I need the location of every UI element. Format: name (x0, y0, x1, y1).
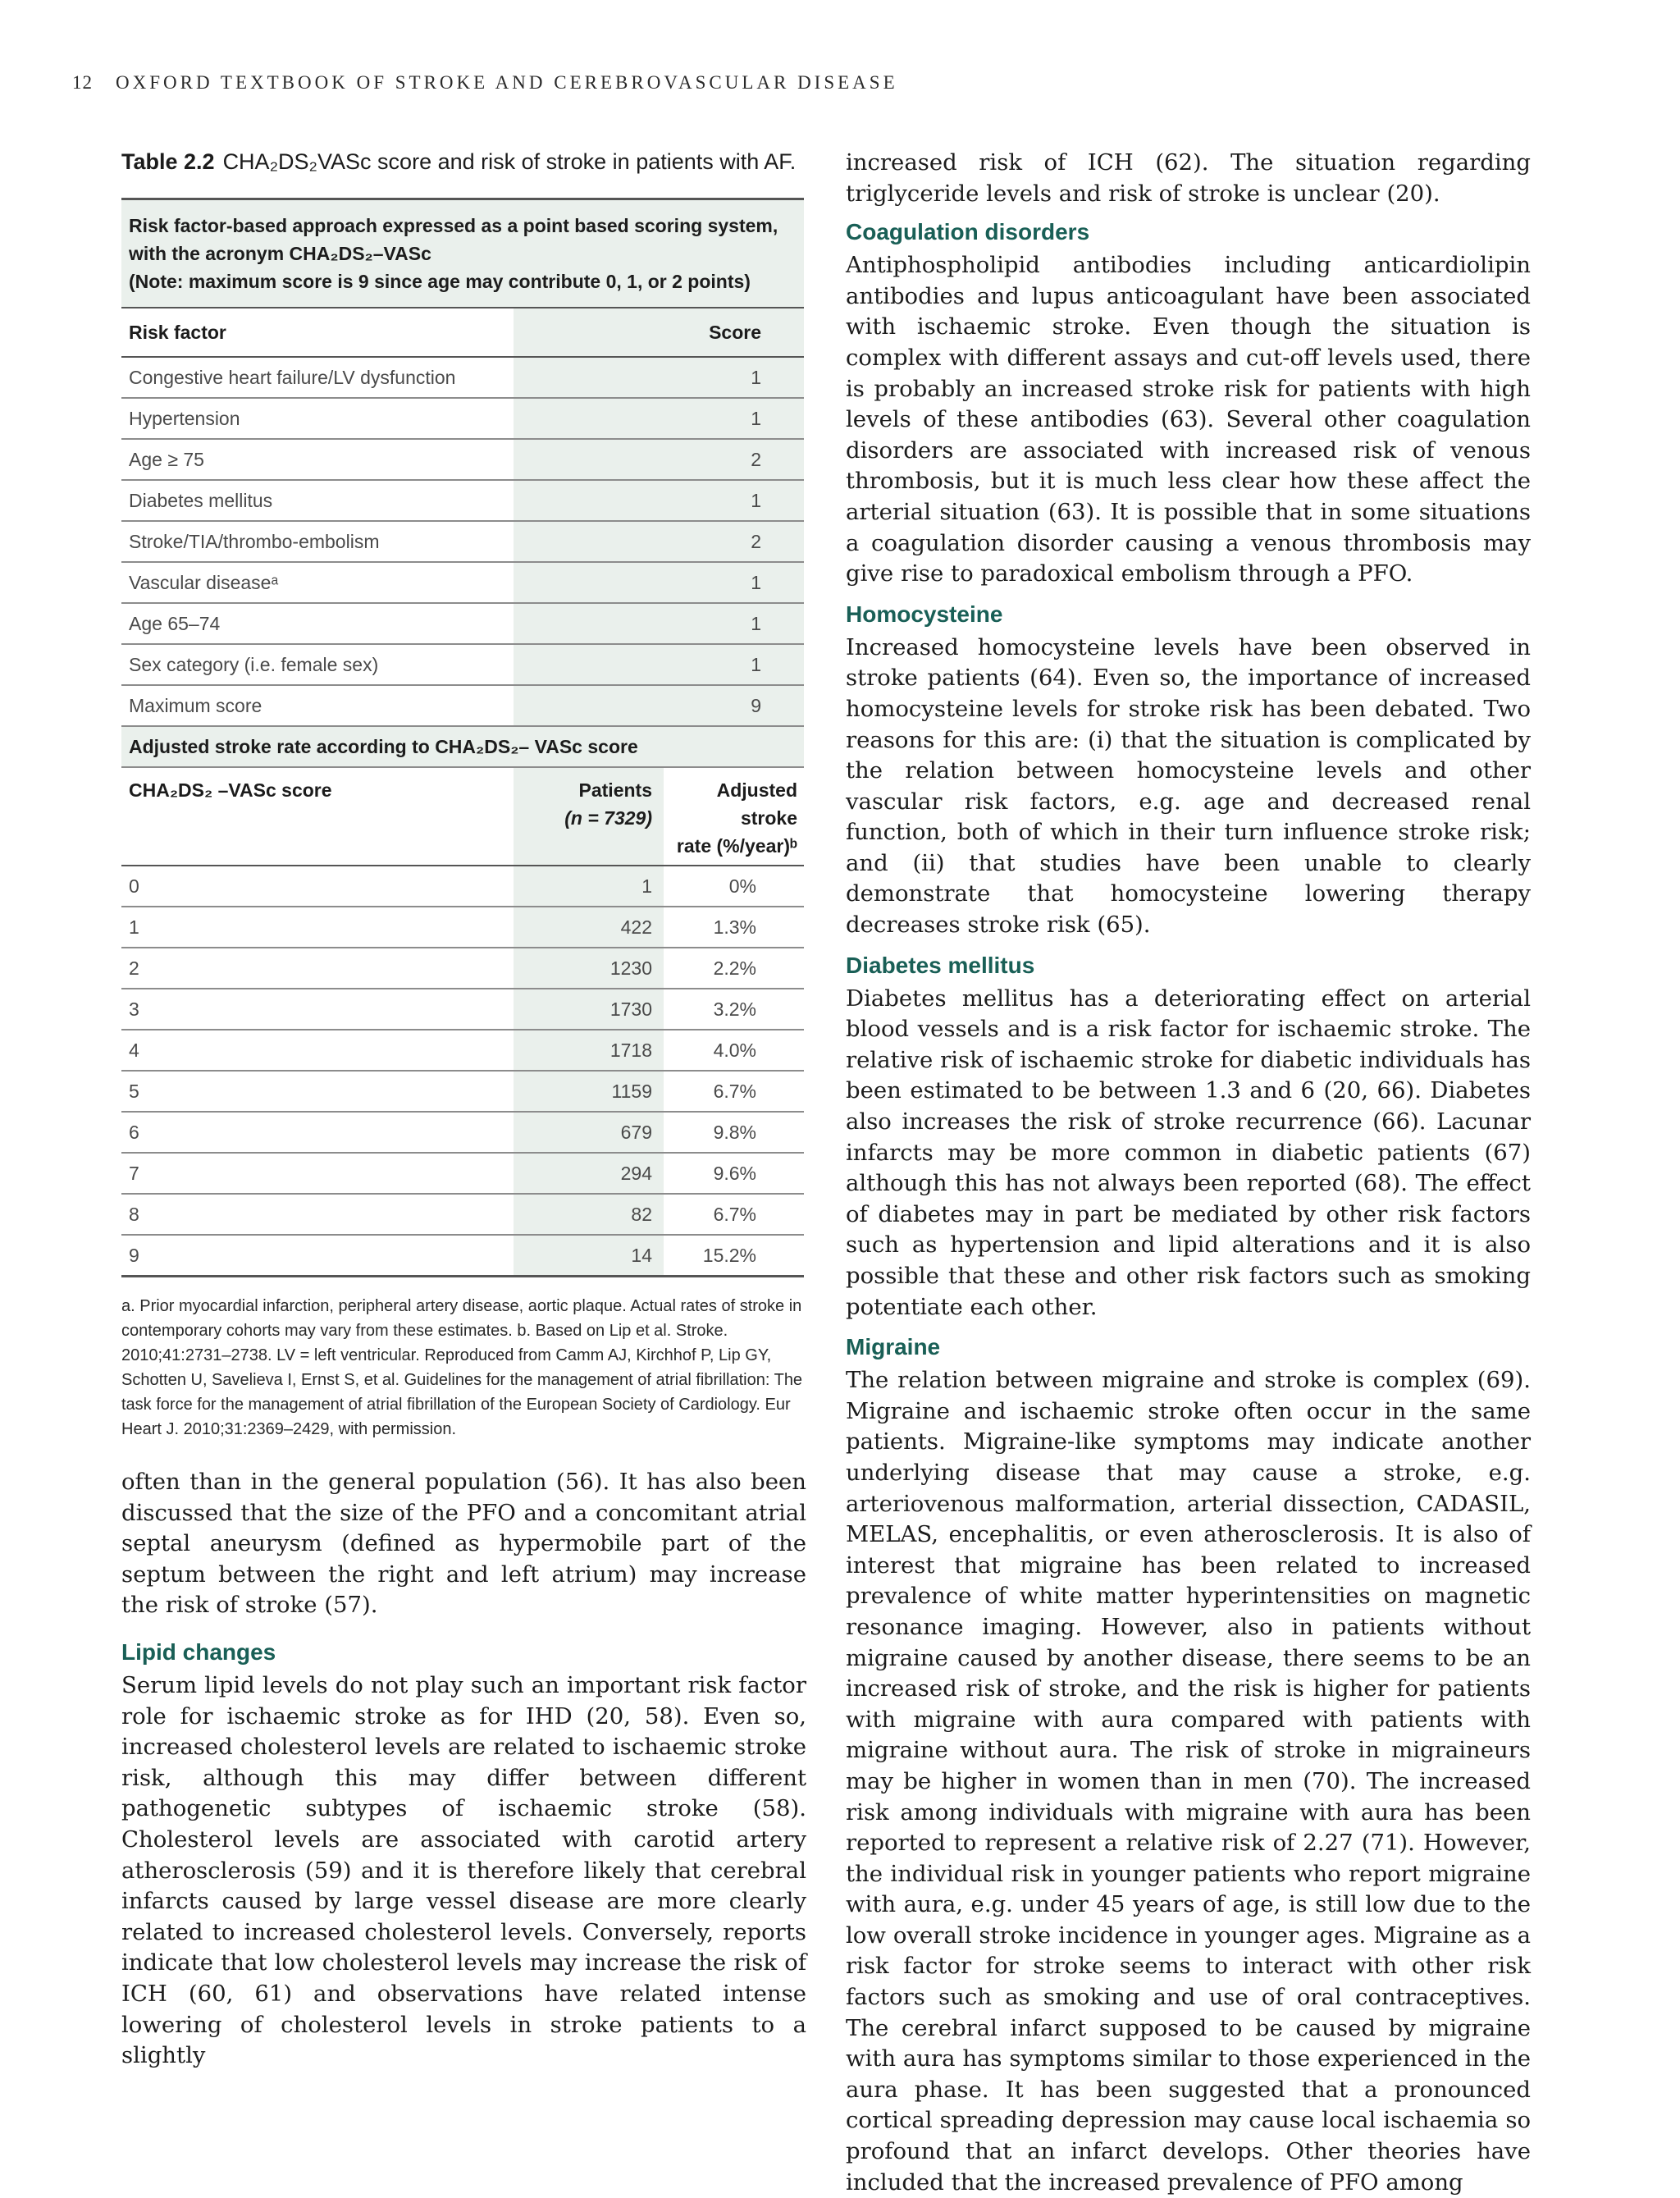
risk-factor-cell: Sex category (i.e. female sex) (121, 644, 514, 685)
rate-cell: 2.2% (664, 948, 804, 989)
patients-header-l2: (n = 7329) (564, 807, 652, 829)
risk-row (121, 439, 804, 480)
heading-diabetes-mellitus: Diabetes mellitus (846, 952, 1035, 978)
rate-score-cell: 5 (121, 1071, 514, 1112)
rate-row (121, 989, 804, 1030)
heading-lipid-changes: Lipid changes (121, 1638, 276, 1665)
table-2-2 (121, 149, 804, 1442)
rate-score-cell: 2 (121, 948, 514, 989)
heading-homocysteine: Homocysteine (846, 601, 1003, 627)
patients-cell: 1159 (514, 1071, 664, 1112)
patients-cell: 82 (514, 1194, 664, 1235)
intro-line: with the acronym CHA₂DS₂–VASc (129, 243, 431, 264)
risk-row (121, 480, 804, 521)
patients-cell: 1718 (514, 1030, 664, 1071)
risk-score-cell: 1 (514, 398, 804, 439)
rate-row (121, 1071, 804, 1112)
rate-row (121, 1112, 804, 1153)
risk-row (121, 521, 804, 562)
risk-score-cell: 1 (514, 480, 804, 521)
risk-factor-header: Risk factor (121, 308, 514, 357)
risk-factor-cell: Age 65–74 (121, 603, 514, 644)
rate-cell: 3.2% (664, 989, 804, 1030)
rate-score-cell: 6 (121, 1112, 514, 1153)
rate-row (121, 948, 804, 989)
paragraph: Serum lipid levels do not play such an important risk factor role for ischaemic stroke as for IHD (20, 58). Even so, increased cholesterol levels are related to ischaemic stroke risk, although this may differ between different pathogenetic subtypes of ischaemic stroke (58). Cholesterol levels are associated with carotid artery atherosclerosis (59) and it is therefore likely that cerebral infarcts caused by large vessel disease are more clearly related to increased cholesterol levels. Conversely, reports indicate that low cholesterol levels may increase the risk of ICH (60, 61) and observations have related intense lowering of cholesterol levels in stroke patients to a slightly (121, 1671, 806, 2069)
risk-row (121, 603, 804, 644)
rate-cell: 9.8% (664, 1112, 804, 1153)
patients-cell: 14 (514, 1235, 664, 1277)
rate-cell: 6.7% (664, 1194, 804, 1235)
risk-row (121, 398, 804, 439)
risk-row (121, 357, 804, 398)
rate-cell: 6.7% (664, 1071, 804, 1112)
risk-factor-cell: Maximum score (121, 685, 514, 726)
paragraph: often than in the general population (56). It has also been discussed that the size of the PFO and a concomitant atrial septal aneurysm (defined as hypermobile part of the septum between the right and left atrium) may increase the risk of stroke (57). (121, 1469, 806, 1619)
risk-score-cell: 1 (514, 562, 804, 603)
rate-score-cell: 9 (121, 1235, 514, 1277)
score-header: Score (514, 308, 804, 357)
risk-factor-cell: Age ≥ 75 (121, 439, 514, 480)
risk-header-row (121, 308, 804, 357)
patients-cell: 679 (514, 1112, 664, 1153)
running-head (72, 72, 898, 94)
rate-header-l2: rate (%/year)ᵇ (676, 835, 797, 857)
rate-header (664, 767, 804, 866)
section-title-row (121, 726, 804, 767)
risk-factor-cell: Hypertension (121, 398, 514, 439)
patients-cell: 1230 (514, 948, 664, 989)
patients-cell: 294 (514, 1153, 664, 1194)
rate-header-l1: Adjusted stroke (716, 779, 797, 829)
table-label: Table 2.2 (121, 149, 215, 174)
risk-factor-cell: Congestive heart failure/LV dysfunction (121, 357, 514, 398)
patients-cell: 1 (514, 866, 664, 907)
rate-score-cell: 0 (121, 866, 514, 907)
paragraph: Diabetes mellitus has a deteriorating effect on arterial blood vessels and is a risk factor for ischaemic stroke. The relative risk of ischaemic stroke for diabetic individuals has been estimated to be between 1.3 and 6 (20, 66). Diabetes also increases the risk of stroke recurrence (66). Lacunar infarcts may be more common in diabetic patients (67) although this has not always been reported (68). The effect of diabetes may in part be mediated by other risk factors such as hypertension and lipid alterations and it is also possible that these and other risk factors such as smoking potentiate each other. (846, 985, 1531, 1320)
page-number: 12 (72, 72, 93, 93)
risk-row (121, 644, 804, 685)
patients-cell: 1730 (514, 989, 664, 1030)
table-intro (121, 199, 804, 308)
patients-header-l1: Patients (578, 779, 652, 801)
rate-row (121, 1030, 804, 1071)
book-title: OXFORD TEXTBOOK OF STROKE AND CEREBROVASCULAR DISEASE (116, 72, 898, 93)
risk-score-cell: 2 (514, 521, 804, 562)
intro-line: (Note: maximum score is 9 since age may contribute 0, 1, or 2 points) (129, 271, 751, 292)
section-title: Adjusted stroke rate according to CHA₂DS₂– VASc score (121, 726, 804, 767)
patients-header (514, 767, 664, 866)
intro-line: Risk factor-based approach expressed as a point based scoring system, (129, 215, 778, 236)
rate-score-cell: 7 (121, 1153, 514, 1194)
risk-score-cell: 2 (514, 439, 804, 480)
right-column-text (846, 148, 1531, 2198)
rate-cell: 15.2% (664, 1235, 804, 1277)
risk-score-cell: 1 (514, 644, 804, 685)
rate-row (121, 866, 804, 907)
heading-coagulation-disorders: Coagulation disorders (846, 219, 1090, 245)
risk-score-cell: 9 (514, 685, 804, 726)
rate-row (121, 907, 804, 948)
rate-row (121, 1194, 804, 1235)
patients-cell: 422 (514, 907, 664, 948)
risk-score-cell: 1 (514, 603, 804, 644)
table-intro-row (121, 199, 804, 308)
rate-score-cell: 3 (121, 989, 514, 1030)
rate-cell: 9.6% (664, 1153, 804, 1194)
rate-row (121, 1235, 804, 1277)
paragraph: Increased homocysteine levels have been observed in stroke patients (64). Even so, the importance of increased homocysteine levels for stroke risk has been debated. Two reasons for this are: (i) that the situation is complicated by the relation between homocysteine levels and other vascular risk factors, e.g. age and decreased renal function, both of which in their turn influence stroke risk; and (ii) that studies have been unable to clearly demonstrate that homocysteine lowering therapy decreases stroke risk (65). (846, 633, 1531, 939)
paragraph: increased risk of ICH (62). The situation regarding triglyceride levels and risk of stroke is unclear (20). (846, 149, 1531, 207)
paragraph: Antiphospholipid antibodies including anticardiolipin antibodies and lupus anticoagulant have been associated with ischaemic stroke. Even though the situation is complex with different assays and cut-off levels used, there is probably an increased stroke risk for patients with high levels of these antibodies (63). Several other coagulation disorders are associated with increased risk of venous thrombosis, but it is much less clear how these affect the arterial situation (63). It is possible that in some situations a coagulation disorder causing a venous thrombosis may give rise to paradoxical embolism through a PFO. (846, 252, 1531, 587)
risk-factor-cell: Stroke/TIA/thrombo-embolism (121, 521, 514, 562)
table-caption (121, 149, 804, 175)
left-column-text (121, 1467, 806, 2072)
rate-score-cell: 8 (121, 1194, 514, 1235)
risk-row (121, 685, 804, 726)
rate-cell: 0% (664, 866, 804, 907)
table-caption-text: CHA₂DS₂VASc score and risk of stroke in patients with AF. (222, 149, 797, 174)
risk-factor-cell: Diabetes mellitus (121, 480, 514, 521)
paragraph: The relation between migraine and stroke is complex (69). Migraine and ischaemic stroke often occur in the same patients. Migraine-like symptoms may indicate another underlying disease that may cause a stroke, e.g. arteriovenous malformation, arterial dissection, CADASIL, MELAS, encephalitis, or even atherosclerosis. It is also of interest that migraine has been related to increased prevalence of white matter hyperintensities on magnetic resonance imaging. However, also in patients without migraine caused by another disease, there seems to be an increased risk of stroke, and the risk is higher for patients with migraine with aura compared with patients with migraine without aura. The risk of stroke in migraineurs may be higher in women than in men (70). The increased risk among individuals with migraine with aura has been reported to represent a relative risk of 2.27 (71). However, the individual risk in younger patients who report migraine with aura, e.g. under 45 years of age, is still low due to the low overall stroke incidence in younger ages. Migraine as a risk factor for stroke seems to interact with other risk factors such as smoking and use of oral contraceptives. The cerebral infarct supposed to be caused by migraine with aura has symptoms similar to those experienced in the aura phase. It has been suggested that a pronounced cortical spreading depression may cause local ischaemia so profound that an infarct develops. Other theories have included that the increased prevalence of PFO among (846, 1367, 1531, 2196)
risk-factor-cell: Vascular diseaseᵃ (121, 562, 514, 603)
risk-table (121, 198, 804, 1277)
risk-row (121, 562, 804, 603)
heading-migraine: Migraine (846, 1334, 941, 1360)
rate-cell: 1.3% (664, 907, 804, 948)
table-footnote: a. Prior myocardial infarction, peripheral artery disease, aortic plaque. Actual rates of stroke in contemporary cohorts may vary from these estimates. b. Based on Lip et al. Stroke. 2010;41:2731–2738. LV = left ventricular. Reproduced from Camm AJ, Kirchhof P, Lip GY, Schotten U, Savelieva I, Ernst S, et al. Guidelines for the management of atrial fibrillation: The task force for the management of atrial fibrillation of the European Society of Cardiology. Eur Heart J. 2010;31:2369–2429, with permission. (121, 1297, 803, 1438)
rate-row (121, 1153, 804, 1194)
rate-score-cell: 4 (121, 1030, 514, 1071)
rate-score-header: CHA₂DS₂ –VASc score (121, 767, 514, 866)
risk-score-cell: 1 (514, 357, 804, 398)
rate-score-cell: 1 (121, 907, 514, 948)
rate-header-row (121, 767, 804, 866)
rate-cell: 4.0% (664, 1030, 804, 1071)
